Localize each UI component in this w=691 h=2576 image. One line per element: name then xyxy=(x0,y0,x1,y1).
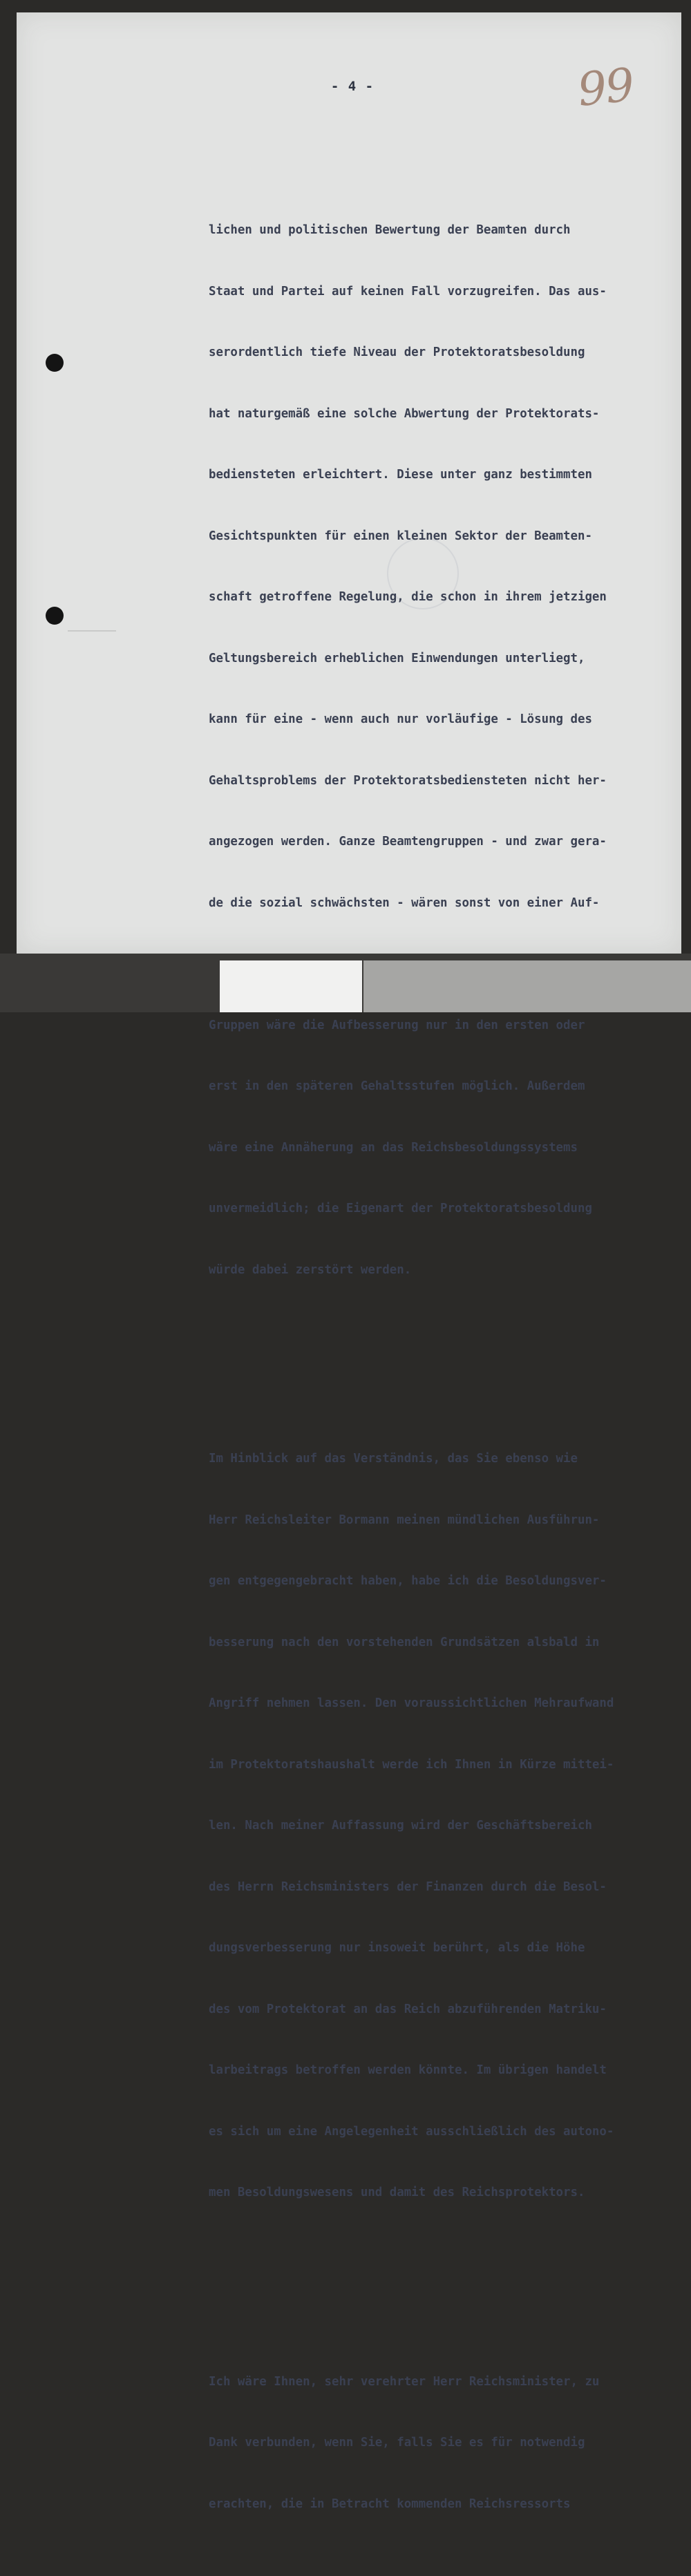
typewritten-body xyxy=(209,139,679,2576)
text-line: es sich um eine Angelegenheit ausschließlich des autono- xyxy=(209,2124,614,2139)
text-line: wäre eine Annäherung an das Reichsbesoldungssystems xyxy=(209,1140,578,1155)
archive-label-grey xyxy=(363,960,691,1012)
text-line: des Herrn Reichsministers der Finanzen durch die Besol- xyxy=(209,1879,607,1894)
text-line: angezogen werden. Ganze Beamtengruppen - und zwar gera- xyxy=(209,835,607,849)
text-line: Angriff nehmen lassen. Den voraussichtlichen Mehraufwand xyxy=(209,1696,614,1710)
text-line: erst in den späteren Gehaltsstufen möglich. Außerdem xyxy=(209,1079,585,1093)
text-line: Im Hinblick auf das Verständnis, das Sie ebenso wie xyxy=(209,1452,578,1466)
text-line: Staat und Partei auf keinen Fall vorzugreifen. Das aus- xyxy=(209,284,607,299)
paragraph-1 xyxy=(209,180,679,1321)
text-line: würde dabei zerstört werden. xyxy=(209,1262,412,1277)
punch-hole-lower xyxy=(46,607,64,625)
text-line: de die sozial schwächsten - wären sonst von einer Auf- xyxy=(209,896,600,910)
text-line: serordentlich tiefe Niveau der Protektoratsbesoldung xyxy=(209,345,585,359)
punch-hole-upper xyxy=(46,354,64,372)
text-line: besserung nach den vorstehenden Grundsätzen alsbald in xyxy=(209,1635,600,1649)
text-line: Gesichtspunkten für einen kleinen Sektor der Beamten- xyxy=(209,529,592,543)
text-line: gen entgegengebracht haben, habe ich die Besoldungsver- xyxy=(209,1574,607,1588)
text-line: men Besoldungswesens und damit des Reichsprotektors. xyxy=(209,2186,585,2199)
text-line: len. Nach meiner Auffassung wird der Geschäftsbereich xyxy=(209,1819,592,1832)
archive-label-white xyxy=(220,960,362,1012)
text-line: im Protektoratshaushalt werde ich Ihnen in Kürze mittei- xyxy=(209,1757,614,1772)
text-line: hat naturgemäß eine solche Abwertung der Protektorats- xyxy=(209,406,600,421)
text-line: Ich wäre Ihnen, sehr verehrter Herr Reichsminister, zu xyxy=(209,2374,600,2389)
handwritten-folio-number: 99 xyxy=(575,58,636,117)
paragraph-2 xyxy=(209,1408,679,2244)
page-number: - 4 - xyxy=(330,79,375,94)
text-line: Gehaltsproblems der Protektoratsbediensteten nicht her- xyxy=(209,773,607,788)
text-line: Gruppen wäre die Aufbesserung nur in den ersten oder xyxy=(209,1018,585,1032)
margin-mark xyxy=(68,630,116,632)
paragraph-3 xyxy=(209,2331,679,2556)
paragraph-spacer xyxy=(209,1362,679,1367)
text-line: unvermeidlich; die Eigenart der Protektoratsbesoldung xyxy=(209,1202,592,1215)
text-line: lichen und politischen Bewertung der Beamten durch xyxy=(209,223,571,237)
text-line: erachten, die in Betracht kommenden Reichsressorts xyxy=(209,2497,571,2511)
text-line: bediensteten erleichtert. Diese unter ganz bestimmten xyxy=(209,468,592,482)
text-line: des vom Protektorat an das Reich abzuführenden Matriku- xyxy=(209,2002,607,2016)
text-line: Herr Reichsleiter Bormann meinen mündlichen Ausführun- xyxy=(209,1513,600,1527)
text-line: Dank verbunden, wenn Sie, falls Sie es für notwendig xyxy=(209,2436,585,2450)
paragraph-spacer xyxy=(209,2285,679,2291)
text-line: kann für eine - wenn auch nur vorläufige - Lösung des xyxy=(209,712,592,726)
text-line: dungsverbesserung nur insoweit berührt, als die Höhe xyxy=(209,1941,585,1955)
text-line: larbeitrags betroffen werden könnte. Im übrigen handelt xyxy=(209,2063,607,2077)
text-line: schaft getroffene Regelung, die schon in ihrem jetzigen xyxy=(209,590,607,604)
text-line: Geltungsbereich erheblichen Einwendungen unterliegt, xyxy=(209,651,585,665)
